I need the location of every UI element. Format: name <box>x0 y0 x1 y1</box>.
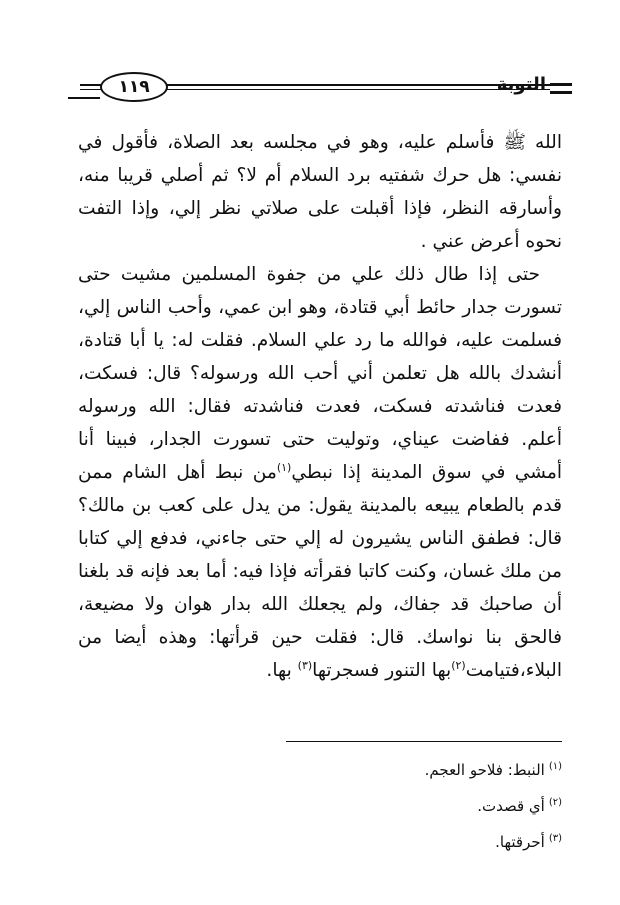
footnote-separator <box>286 741 562 742</box>
page-number <box>100 72 168 102</box>
footnote-ref-3[interactable]: (٣) <box>297 658 313 672</box>
footnote-1 <box>300 752 562 788</box>
header-mark-top <box>550 83 572 86</box>
page-number-text: ١١٩ <box>118 77 150 97</box>
footnote-number: (١) <box>548 761 562 772</box>
header-rule-left <box>68 97 100 99</box>
paragraph-2-part-b: من نبط أهل الشام ممن قدم بالطعام يبيعه بالمدينة يقول: من يدل على كعب بن مالك؟ قال: فطفق الناس يشيرون له إلي حتى جاءني، فدفع إلي كتابا من ملك غسان، وكنت كاتبا فقرأته فإذا فيه: أما بعد فإنه قد بلغنا أن صاحبك قد جفاك، ولم يجعلك الله بدار هوان ولا مضيعة، فالحق بنا نواسك. قال: فقلت حين قرأتها: وهذه أيضا من البلاء،فتيامت <box>78 462 562 681</box>
main-text <box>78 126 562 687</box>
footnote-3 <box>300 824 562 860</box>
paragraph-2-part-a: حتى إذا طال ذلك علي من جفوة المسلمين مشيت حتى تسورت جدار حائط أبي قتادة، وهو ابن عمي، وأحب الناس إلي، فسلمت عليه، فوالله ما رد علي السلام. فقلت له: يا أبا قتادة، أنشدك بالله هل تعلمن أني أحب الله ورسوله؟ قال: فسكت، فعدت فناشدته فسكت، فعدت فناشدته فقال: الله ورسوله أعلم. ففاضت عيناي، وتوليت حتى تسورت الجدار، فبينا أنا أمشي في سوق المدينة إذا نبطي <box>78 264 562 483</box>
page-header <box>0 0 620 110</box>
surah-title: التوبة <box>496 74 546 95</box>
paragraph-2-part-d: بها. <box>266 660 298 681</box>
footnote-2 <box>300 788 562 824</box>
footnote-ref-1[interactable]: (١) <box>276 460 292 474</box>
paragraph-2 <box>78 258 562 687</box>
footnote-text: أي قصدت. <box>477 797 545 815</box>
footnote-text: أحرقتها. <box>495 833 545 851</box>
footnote-ref-2[interactable]: (٢) <box>451 658 466 672</box>
footnotes <box>300 752 562 860</box>
footnote-number: (٣) <box>548 833 562 844</box>
header-mark-bottom <box>550 91 572 94</box>
paragraph-2-part-c: بها التنور فسجرتها <box>312 660 452 681</box>
paragraph-1: الله ﷺ فأسلم عليه، وهو في مجلسه بعد الصلاة، فأقول في نفسي: هل حرك شفتيه برد السلام أم لا؟ ثم أصلي قريبا منه، وأسارقه النظر، فإذا أقبلت على صلاتي نظر إلي، وإذا التفت نحوه أعرض عني . <box>78 132 562 252</box>
footnote-number: (٢) <box>548 797 562 808</box>
footnote-text: النبط: فلاحو العجم. <box>424 761 545 779</box>
